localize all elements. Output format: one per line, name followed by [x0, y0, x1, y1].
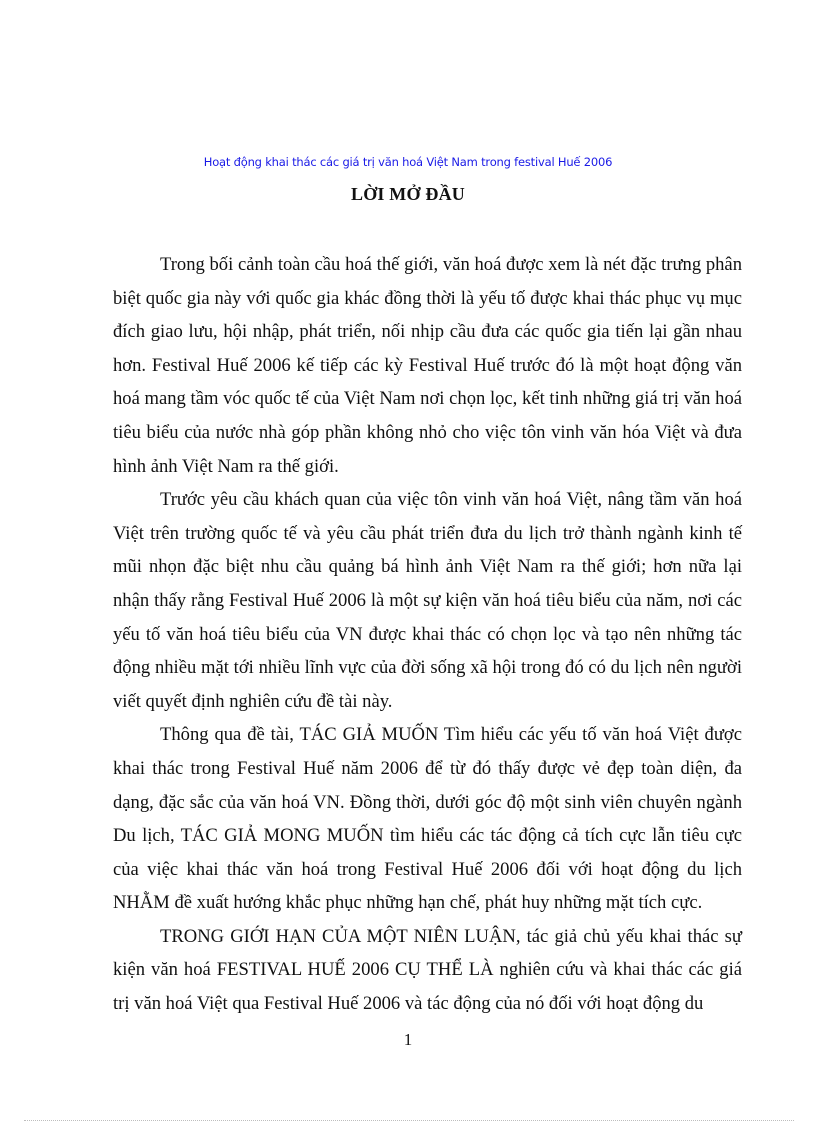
paragraph: Trong bối cảnh toàn cầu hoá thế giới, văn hoá được xem là nét đặc trưng phân biệt quốc gia này với quốc gia khác đồng thời là yếu tố được khai thác phục vụ mục đích giao lưu, hội nhập, phát triển, nối nhịp cầu đưa các quốc gia tiến lại gần nhau hơn. Festival Huế 2006 kế tiếp các kỳ Festival Huế trước đó là một hoạt động văn hoá mang tầm vóc quốc tế của Việt Nam nơi chọn lọc, kết tinh những giá trị văn hoá tiêu biểu của nước nhà góp phần không nhỏ cho việc tôn vinh văn hóa Việt và đưa hình ảnh Việt Nam ra thế giới.: [113, 254, 742, 477]
body-text: [113, 248, 742, 1021]
page-title: LỜI MỞ ĐẦU: [351, 184, 465, 204]
paragraph: Trước yêu cầu khách quan của việc tôn vinh văn hoá Việt, nâng tầm văn hoá Việt trên trường quốc tế và yêu cầu phát triển đưa du lịch trở thành ngành kinh tế mũi nhọn đặc biệt nhu cầu quảng bá hình ảnh Việt Nam ra thế giới; hơn nữa lại nhận thấy rằng Festival Huế 2006 là một sự kiện văn hoá tiêu biểu của năm, nơi các yếu tố văn hoá tiêu biểu của VN được khai thác có chọn lọc và tạo nên những tác động nhiều mặt tới nhiều lĩnh vực của đời sống xã hội trong đó có du lịch nên người viết quyết định nghiên cứu đề tài này.: [113, 489, 742, 712]
paragraph: Thông qua đề tài, TÁC GIẢ MUỐN Tìm hiểu các yếu tố văn hoá Việt được khai thác trong Festival Huế năm 2006 để từ đó thấy được vẻ đẹp toàn diện, đa dạng, đặc sắc của văn hoá VN. Đồng thời, dưới góc độ một sinh viên chuyên ngành Du lịch, TÁC GIẢ MONG MUỐN tìm hiểu các tác động cả tích cực lẫn tiêu cực của việc khai thác văn hoá trong Festival Huế 2006 đối với hoạt động du lịch NHẰM đề xuất hướng khắc phục những hạn chế, phát huy những mặt tích cực.: [113, 724, 742, 914]
running-header: Hoạt động khai thác các giá trị văn hoá Việt Nam trong festival Huế 2006: [203, 155, 613, 169]
page-boundary-divider: [24, 1120, 794, 1121]
paragraph: TRONG GIỚI HẠN CỦA MỘT NIÊN LUẬN, tác giả chủ yếu khai thác sự kiện văn hoá FESTIVAL HUẾ 2006 CỤ THỂ LÀ nghiên cứu và khai thác các giá trị văn hoá Việt qua Festival Huế 2006 và tác động của nó đối với hoạt động du: [113, 925, 742, 1015]
page-number: 1: [403, 1030, 413, 1049]
